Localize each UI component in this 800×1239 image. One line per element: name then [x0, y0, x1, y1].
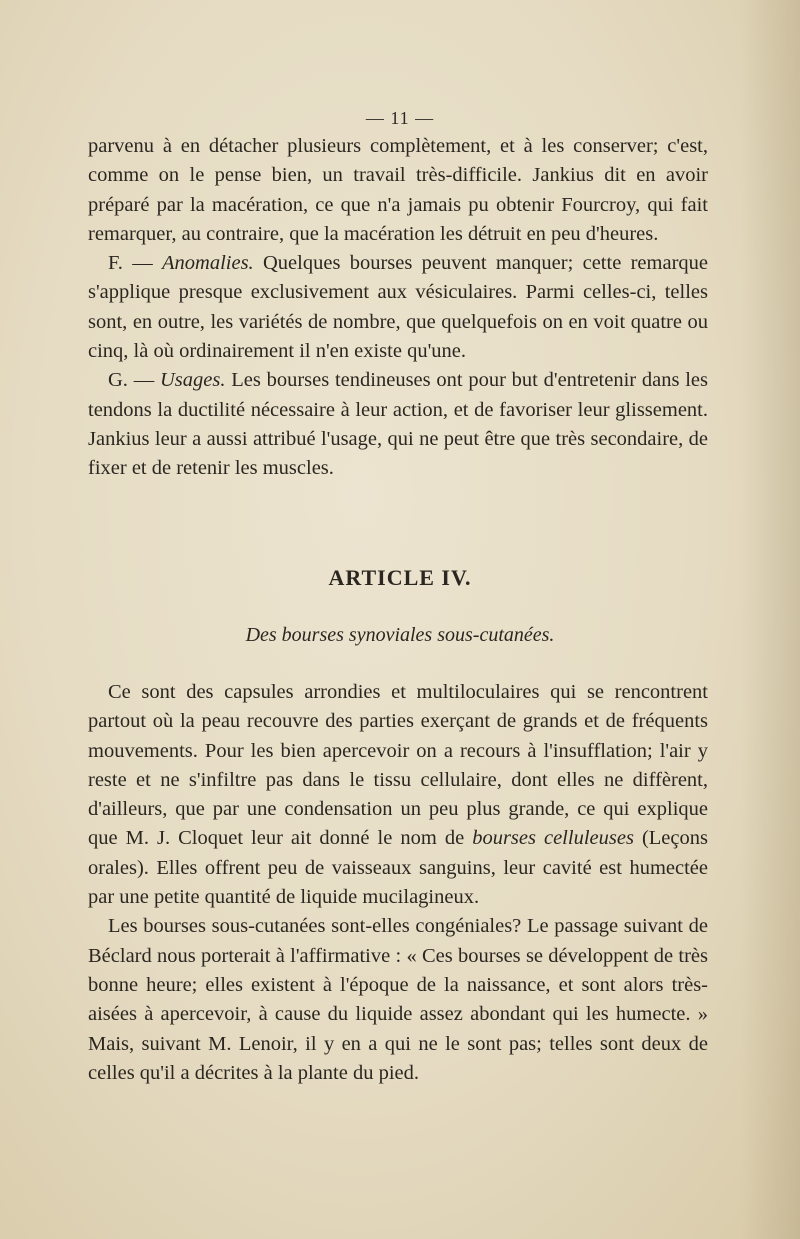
- article-heading: ARTICLE IV.: [328, 565, 472, 590]
- usages-label: G. —: [108, 369, 160, 392]
- body-p1-end: (Leçons orales). Elles offrent peu de vaisseaux sanguins, leur cavité est humectée par une petite quantité de liquide mucilagineux.: [88, 827, 708, 909]
- upper-text-block: [88, 132, 708, 484]
- usages-text: Les bourses tendineuses ont pour but d'entretenir dans les tendons la ductilité nécessaire à leur action, et de favoriser leur glissement. Jankius leur a aussi attribué l'usage, qui ne peut être que très secondaire, de fixer et de retenir les muscles.: [88, 369, 709, 480]
- intro-paragraph: parvenu à en détacher plusieurs complètement, et à les conserver; c'est, comme on le pense bien, un travail très-difficile. Jankius dit en avoir préparé par la macération, ce que n'a jamais pu obtenir Fourcroy, qui fait remarquer, au contraire, que la macération les détruit en peu d'heures.: [88, 135, 708, 245]
- body-p1-start: Ce sont des capsules arrondies et multiloculaires qui se rencontrent partout où la peau recouvre des parties exerçant de grands et de fréquents mouvements. Pour les bien apercevoir on a recours à l'insufflation; l'air y reste et ne s'infiltre pas dans le tissu cellulaire, dont elles ne diffèrent, d'ailleurs, que par une condensation un peu plus grande, ce qui explique que M. J. Cloquet leur ait donné le nom de: [88, 681, 708, 850]
- usages-title: Usages.: [159, 369, 226, 392]
- usages-paragraph: [88, 366, 708, 483]
- section-subtitle: Des bourses synoviales sous-cutanées.: [245, 624, 555, 646]
- body-paragraph-2: Les bourses sous-cutanées sont-elles congéniales? Le passage suivant de Béclard nous porterait à l'affirmative : « Ces bourses se développent de très bonne heure; elles existent à l'époque de la naissance, et sont alors très-aisées à apercevoir, à cause du liquide assez abondant qui les humecte. » Mais, suivant M. Lenoir, il y en a qui ne le sont pas; telles sont deux de celles qu'il a décrites à la plante du pied.: [88, 915, 708, 1084]
- anomalies-text: Quelques bourses peuvent manquer; cette remarque s'applique presque exclusivement aux vésiculaires. Parmi celles-ci, telles sont, en outre, les variétés de nombre, que quelquefois on en voit quatre ou cinq, là où ordinairement il n'en existe qu'une.: [88, 252, 708, 363]
- body-paragraph-1: [88, 678, 708, 912]
- anomalies-paragraph: [88, 249, 708, 366]
- page-number: — 11 —: [365, 108, 435, 128]
- lower-text-block: [88, 678, 708, 1088]
- anomalies-title: Anomalies.: [162, 252, 254, 275]
- body-p1-italic: bourses celluleuses: [472, 827, 634, 850]
- anomalies-label: F. —: [108, 252, 163, 275]
